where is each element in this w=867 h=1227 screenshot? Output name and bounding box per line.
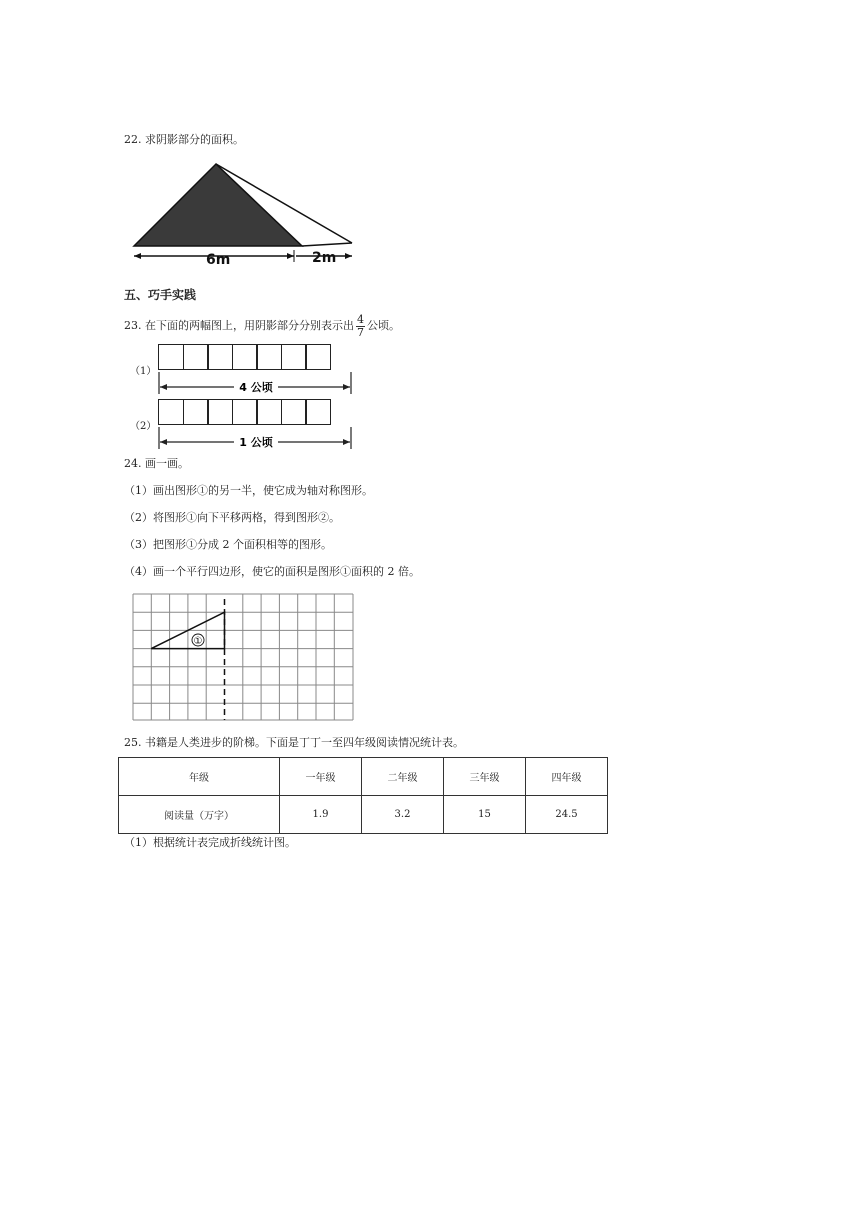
q22-text: 22. 求阴影部分的面积。 xyxy=(124,133,244,146)
shaded-triangle xyxy=(134,164,302,246)
bar-2[interactable] xyxy=(158,399,331,425)
label-6m: 6m xyxy=(206,252,231,268)
arrow-left-icon xyxy=(134,253,141,259)
arrow-right-icon xyxy=(345,253,352,259)
q24-item-1: （1）画出图形①的另一半，使它成为轴对称图形。 xyxy=(124,484,373,497)
bar-cell[interactable] xyxy=(232,344,258,370)
bar-cell[interactable] xyxy=(158,399,184,425)
bar-cell[interactable] xyxy=(281,399,307,425)
table-cell: 3.2 xyxy=(362,796,444,834)
table-cell: 一年级 xyxy=(280,758,362,796)
q24-item-4: （4）画一个平行四边形，使它的面积是图形①面积的 2 倍。 xyxy=(124,565,420,578)
q24-title: 24. 画一画。 xyxy=(124,457,189,470)
bar-2-dimension xyxy=(158,427,354,449)
q24-item-2: （2）将图形①向下平移两格，得到图形②。 xyxy=(124,511,340,524)
table-row xyxy=(119,796,608,834)
q23-prefix: 23. 在下面的两幅图上，用阴影部分分别表示出 xyxy=(124,319,354,332)
bar-cell[interactable] xyxy=(305,344,331,370)
q24-grid[interactable] xyxy=(132,593,356,723)
bar-1-dimension xyxy=(158,372,354,394)
table-cell: 15 xyxy=(444,796,526,834)
table-cell: 三年级 xyxy=(444,758,526,796)
table-cell: 阅读量（万字） xyxy=(119,796,280,834)
q25-title: 25. 书籍是人类进步的阶梯。下面是丁丁一至四年级阅读情况统计表。 xyxy=(124,736,464,749)
table-cell: 年级 xyxy=(119,758,280,796)
q25-sub1: （1）根据统计表完成折线统计图。 xyxy=(124,836,296,849)
table-cell: 二年级 xyxy=(362,758,444,796)
arrow-right-icon xyxy=(287,253,294,259)
q23-text xyxy=(124,312,400,340)
fraction: $\frac{4}{7}$ xyxy=(357,312,364,339)
table-row xyxy=(119,758,608,796)
bar-1[interactable] xyxy=(158,344,331,370)
bar-label: （1） xyxy=(130,366,157,377)
bar-caption: 1 公顷 xyxy=(239,436,273,449)
triangle-ext-base xyxy=(302,243,352,246)
label-3m: 3m xyxy=(273,210,301,234)
bar-cell[interactable] xyxy=(207,344,233,370)
bar-cell[interactable] xyxy=(232,399,258,425)
shape-label: ① xyxy=(193,636,203,647)
bar-cell[interactable] xyxy=(281,344,307,370)
bar-cell[interactable] xyxy=(158,344,184,370)
bar-cell[interactable] xyxy=(256,344,282,370)
bar-cell[interactable] xyxy=(183,344,209,370)
table-cell: 四年级 xyxy=(526,758,608,796)
bar-cell[interactable] xyxy=(183,399,209,425)
table-cell: 24.5 xyxy=(526,796,608,834)
q24-item-3: （3）把图形①分成 2 个面积相等的图形。 xyxy=(124,538,332,551)
q23-suffix: 公顷。 xyxy=(367,319,400,332)
section-title: 五、巧手实践 xyxy=(124,288,197,302)
reading-stats-table xyxy=(118,757,608,834)
bar-cell[interactable] xyxy=(305,399,331,425)
bar-cell[interactable] xyxy=(207,399,233,425)
q22-triangle-diagram xyxy=(124,158,364,268)
table-cell: 1.9 xyxy=(280,796,362,834)
bar-cell[interactable] xyxy=(256,399,282,425)
label-2m: 2m xyxy=(312,250,337,266)
bar-label: （2） xyxy=(130,421,157,432)
bar-caption: 4 公顷 xyxy=(239,381,273,394)
